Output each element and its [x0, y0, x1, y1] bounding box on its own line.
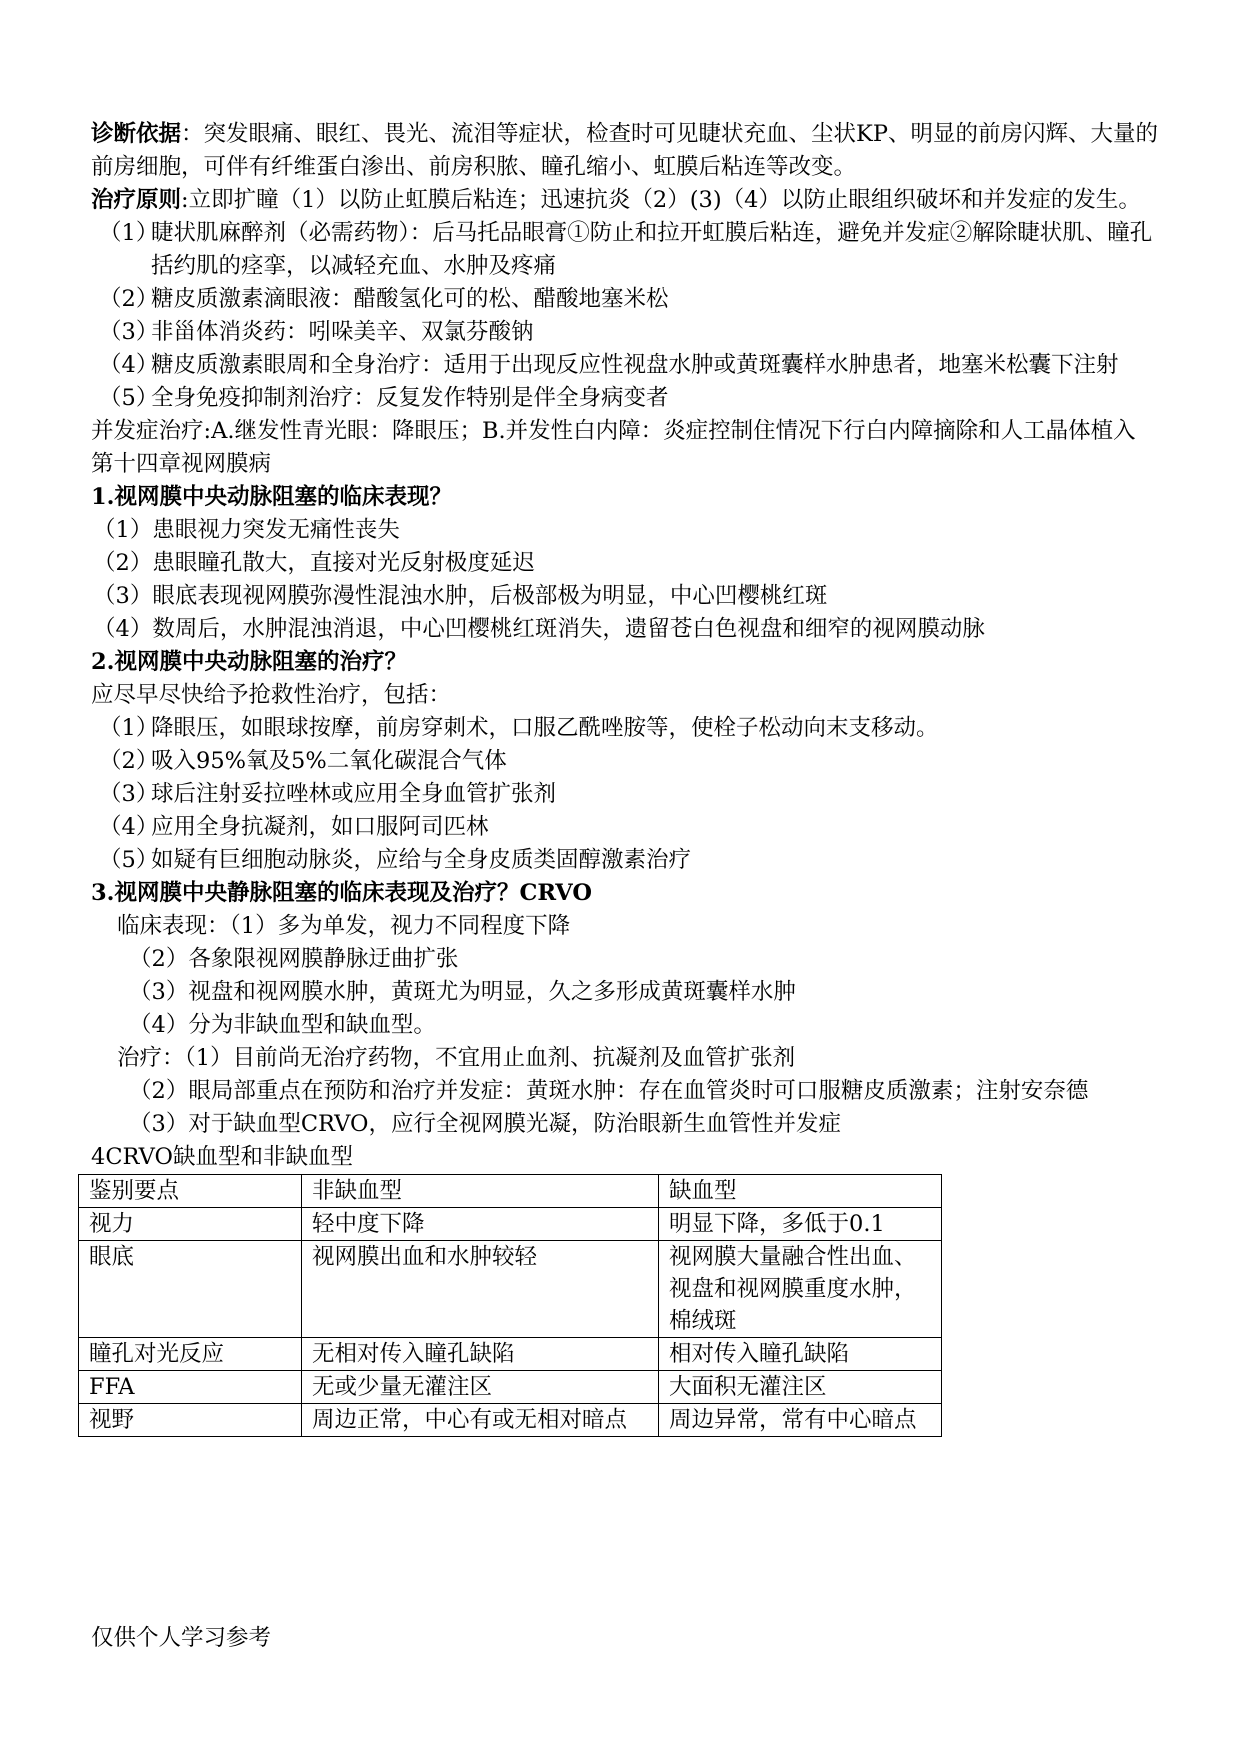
- list-item: [91, 316, 1161, 349]
- q2-intro: 应尽早尽快给予抢救性治疗，包括：: [91, 682, 452, 708]
- item-text: 如疑有巨细胞动脉炎，应给与全身皮质类固醇激素治疗: [151, 847, 692, 873]
- table-row: [79, 1338, 942, 1371]
- list-item: [91, 217, 1161, 283]
- diagnosis-label: 诊断依据: [91, 121, 182, 147]
- item-text: 球后注射妥拉唑林或应用全身血管扩张剂: [151, 781, 557, 807]
- table-cell: 周边正常，中心有或无相对暗点: [302, 1404, 659, 1437]
- item-text: 吸入95%氧及5%二氧化碳混合气体: [151, 748, 507, 774]
- list-item: [91, 349, 1161, 382]
- item-text: 糖皮质激素滴眼液：醋酸氢化可的松、醋酸地塞米松: [151, 286, 669, 312]
- list-item: （1）患眼视力突发无痛性丧失: [93, 517, 400, 543]
- list-item: （2）各象限视网膜静脉迂曲扩张: [129, 946, 459, 972]
- treatment-label: 治疗原则: [91, 187, 182, 213]
- item-number: （3）: [99, 781, 159, 807]
- table-cell: 轻中度下降: [302, 1208, 659, 1241]
- list-item: [91, 745, 1161, 778]
- document-page: [91, 118, 1161, 1437]
- list-item: （3）眼底表现视网膜弥漫性混浊水肿，后极部极为明显，中心凹樱桃红斑: [93, 583, 828, 609]
- item-text: 全身免疫抑制剂治疗：反复发作特别是伴全身病变者: [151, 385, 669, 411]
- header-cell: 鉴别要点: [79, 1175, 302, 1208]
- table-row: [79, 1241, 942, 1338]
- q1-title: [91, 481, 1161, 514]
- comparison-table: [78, 1174, 942, 1437]
- list-item: （3）视盘和视网膜水肿，黄斑尤为明显，久之多形成黄斑囊样水肿: [129, 979, 796, 1005]
- header-cell: 缺血型: [659, 1175, 942, 1208]
- list-item: （2）患眼瞳孔散大，直接对光反射极度延迟: [93, 550, 535, 576]
- item-text: 应用全身抗凝剂，如口服阿司匹林: [151, 814, 489, 840]
- footer-note: 仅供个人学习参考: [91, 1625, 272, 1651]
- table-cell: 大面积无灌注区: [659, 1371, 942, 1404]
- chapter-title: 第十四章视网膜病: [91, 451, 272, 477]
- q1-title-text: 1.视网膜中央动脉阻塞的临床表现？: [91, 484, 452, 510]
- table-row: [79, 1208, 942, 1241]
- list-item: [91, 811, 1161, 844]
- item-number: （4）: [99, 352, 159, 378]
- list-item: [91, 778, 1161, 811]
- table-cell: 视网膜大量融合性出血、视盘和视网膜重度水肿，棉绒斑: [659, 1241, 942, 1338]
- q3-treat-item2: （2）眼局部重点在预防和治疗并发症：黄斑水肿：存在血管炎时可口服糖皮质激素；注射安奈德: [129, 1078, 1089, 1104]
- table-cell: 周边异常，常有中心暗点: [659, 1404, 942, 1437]
- item-number: （2）: [99, 748, 159, 774]
- item-number: （5）: [99, 847, 159, 873]
- treatment-text: :立即扩瞳（1）以防止虹膜后粘连；迅速抗炎（2）(3)（4）以防止眼组织破坏和并发症的发生。: [181, 187, 1141, 213]
- item-text: 非甾体消炎药：吲哚美辛、双氯芬酸钠: [151, 319, 534, 345]
- diagnosis-text: ：突发眼痛、眼红、畏光、流泪等症状，检查时可见睫状充血、尘状KP、明显的前房闪辉、大量的前房细胞，可伴有纤维蛋白渗出、前房积脓、瞳孔缩小、虹膜后粘连等改变。: [91, 121, 1158, 180]
- table-row: [79, 1404, 942, 1437]
- table-cell: 明显下降，多低于0.1: [659, 1208, 942, 1241]
- item-number: （1）: [99, 715, 159, 741]
- table-cell: 眼底: [79, 1241, 302, 1338]
- q4-title: 4CRVO缺血型和非缺血型: [91, 1144, 353, 1170]
- complication-paragraph: 并发症治疗:A.继发性青光眼：降眼压；B.并发性白内障：炎症控制住情况下行白内障摘除和人工晶体植入: [91, 418, 1136, 444]
- table-cell: 瞳孔对光反应: [79, 1338, 302, 1371]
- list-item: （4）分为非缺血型和缺血型。: [129, 1012, 436, 1038]
- item-number: （4）: [99, 814, 159, 840]
- table-cell: 视野: [79, 1404, 302, 1437]
- table-header-row: [79, 1175, 942, 1208]
- q3-treat-item3: （3）对于缺血型CRVO，应行全视网膜光凝，防治眼新生血管性并发症: [129, 1111, 841, 1137]
- q3-title: [91, 877, 1161, 910]
- item-text: 糖皮质激素眼周和全身治疗：适用于出现反应性视盘水肿或黄斑囊样水肿患者，地塞米松囊下注射: [151, 352, 1119, 378]
- treatment-list: [91, 217, 1161, 415]
- item-text: 降眼压，如眼球按摩，前房穿刺术，口服乙酰唑胺等，使栓子松动向末支移动。: [151, 715, 939, 741]
- table-row: [79, 1371, 942, 1404]
- treatment-paragraph: [91, 184, 1161, 217]
- q3-clinical-first: 临床表现：（1）多为单发，视力不同程度下降: [117, 913, 571, 939]
- q2-list: [91, 712, 1161, 877]
- q2-title-text: 2.视网膜中央动脉阻塞的治疗？: [91, 649, 407, 675]
- item-number: （2）: [99, 286, 159, 312]
- list-item: [91, 712, 1161, 745]
- list-item: （4）数周后，水肿混浊消退，中心凹樱桃红斑消失，遗留苍白色视盘和细窄的视网膜动脉: [93, 616, 985, 642]
- table-cell: FFA: [79, 1371, 302, 1404]
- table-cell: 相对传入瞳孔缺陷: [659, 1338, 942, 1371]
- item-number: （3）: [99, 319, 159, 345]
- item-number: （5）: [99, 385, 159, 411]
- table-cell: 视网膜出血和水肿较轻: [302, 1241, 659, 1338]
- table-cell: 无或少量无灌注区: [302, 1371, 659, 1404]
- list-item: [91, 382, 1161, 415]
- table-cell: 视力: [79, 1208, 302, 1241]
- table-cell: 无相对传入瞳孔缺陷: [302, 1338, 659, 1371]
- list-item: [91, 283, 1161, 316]
- item-text: 睫状肌麻醉剂（必需药物）：后马托品眼膏①防止和拉开虹膜后粘连，避免并发症②解除睫状肌、瞳孔括约肌的痉挛，以减轻充血、水肿及疼痛: [151, 220, 1153, 279]
- q3-treat-first: 治疗：（1）目前尚无治疗药物，不宜用止血剂、抗凝剂及血管扩张剂: [117, 1045, 796, 1071]
- header-cell: 非缺血型: [302, 1175, 659, 1208]
- q2-title: [91, 646, 1161, 679]
- q3-title-text: 3.视网膜中央静脉阻塞的临床表现及治疗？CRVO: [91, 880, 592, 906]
- item-number: （1）: [99, 220, 159, 246]
- diagnosis-paragraph: [91, 118, 1161, 184]
- list-item: [91, 844, 1161, 877]
